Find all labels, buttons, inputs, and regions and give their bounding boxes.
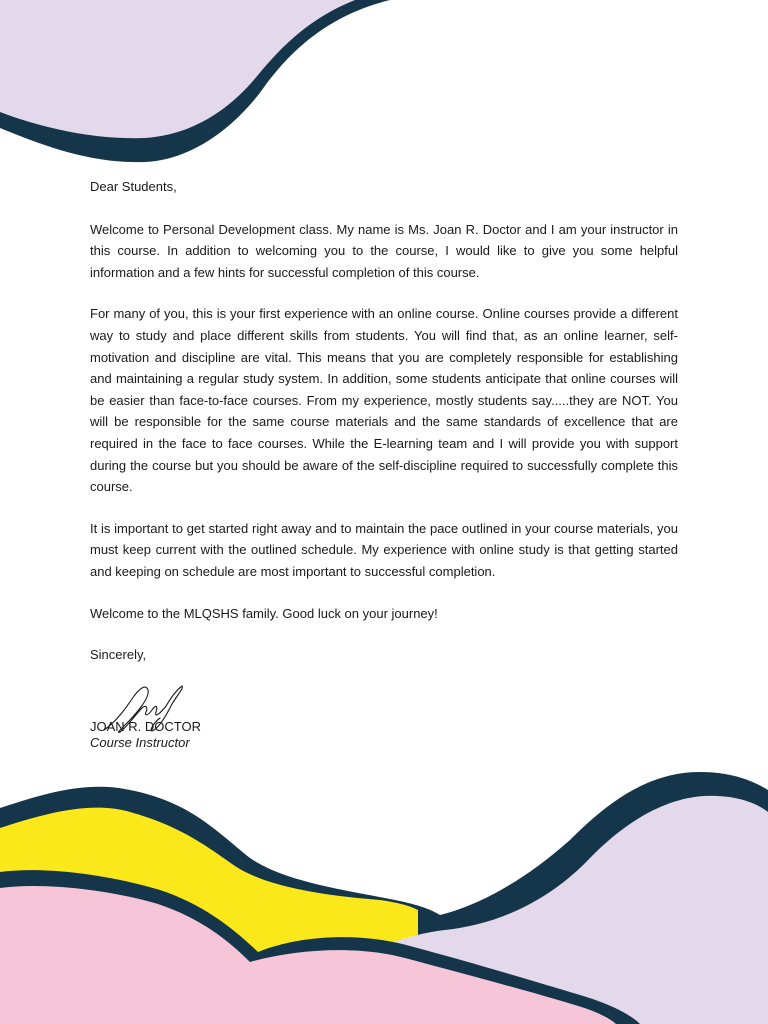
paragraph-welcome: Welcome to Personal Development class. My name is Ms. Joan R. Doctor and I am your instructor in this course. In addition to welcoming you to the course, I would like to give you some helpful information and a few hints for successful completion of this course. — [90, 221, 678, 280]
signature-block — [90, 686, 678, 732]
signer-name: JOAN R. DOCTOR — [90, 718, 201, 734]
paragraph-good-luck: Welcome to the MLQSHS family. Good luck on your journey! — [90, 605, 438, 621]
top-wave-lavender — [0, 0, 355, 138]
closing: Sincerely, — [90, 647, 147, 663]
salutation: Dear Students, — [90, 179, 177, 194]
signer-role: Course Instructor — [90, 734, 190, 750]
paragraph-online-course: For many of you, this is your first experience with an online course. Online courses provide a different way to study and place different skills from students. You will find that, as an online learner, self-motivation and discipline are vital. This means that you are completely responsible for establishing and maintaining a regular study system. In addition, some students anticipate that online courses will be easier than face-to-face courses. From my experience, mostly students say.....they are NOT. You will be responsible for the same course materials and the same standards of excellence that are required in the face to face courses. While the E-learning team and I will provide you with support during the course but you should be aware of the self-discipline required to successfully complete this course. — [90, 306, 678, 495]
letter-body — [90, 176, 678, 753]
paragraph-schedule: It is important to get started right away and to maintain the pace outlined in your course materials, you must keep current with the outlined schedule. My experience with online study is that getting started and keeping on schedule are most important to successful completion. — [90, 520, 678, 579]
